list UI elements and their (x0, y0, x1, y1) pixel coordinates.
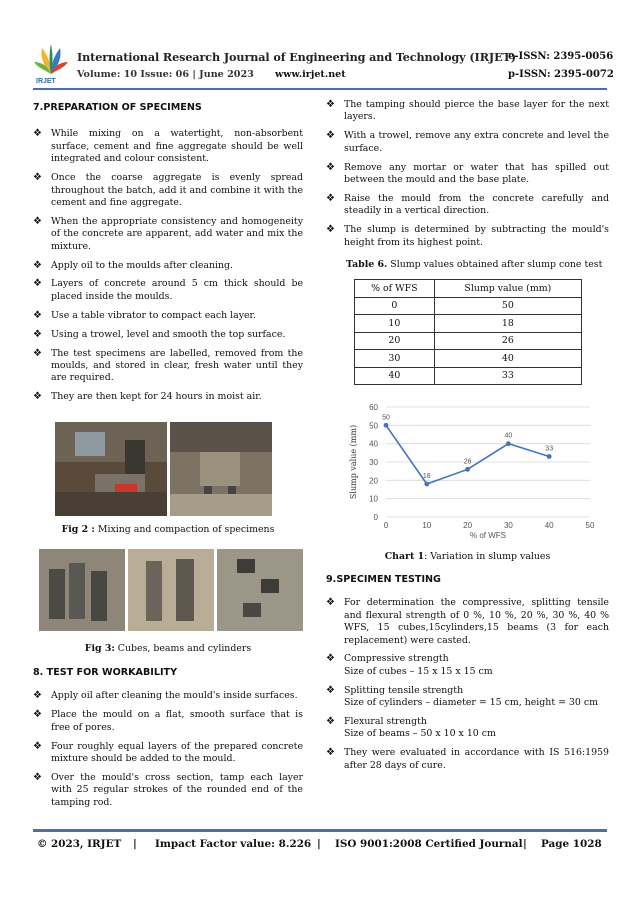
list-item-text: Flexural strength (344, 716, 427, 728)
section-7-heading: 7.PREPARATION OF SPECIMENS (33, 102, 202, 113)
diamond-bullet-icon: ❖ (326, 130, 335, 142)
list-item (33, 772, 303, 809)
data-label: 26 (463, 458, 472, 466)
list-item-text: Splitting tensile strength (344, 684, 464, 696)
list-item (326, 130, 609, 155)
table-row (355, 350, 582, 368)
section-7-list (33, 128, 303, 403)
list-item-text: They are then kept for 24 hours in moist air. (51, 391, 262, 403)
table-row (355, 297, 582, 315)
table-header-row (355, 280, 582, 298)
fig3-label: Fig 3: (84, 642, 115, 654)
footer-rule (33, 829, 607, 832)
table6-caption (326, 259, 609, 271)
left-column (33, 99, 303, 816)
y-tick-label: 20 (369, 476, 378, 486)
list-item-text: Compressive strength (344, 653, 449, 665)
table-cell: 33 (434, 367, 581, 385)
list-item (33, 128, 303, 165)
website: www.irjet.net (275, 69, 346, 80)
section-9-list (326, 597, 609, 772)
beams-photo (128, 549, 214, 631)
y-tick-label: 10 (369, 495, 378, 505)
data-point (547, 455, 552, 460)
fig2-photos (55, 422, 303, 516)
table-cell: 26 (434, 332, 581, 350)
list-item-text: The tamping should pierce the base layer for the next layers. (344, 99, 609, 123)
list-item-text: Apply oil after cleaning the mould's inside surfaces. (51, 690, 298, 702)
table6-label: Table 6. (346, 259, 388, 271)
table-cell: 20 (355, 332, 435, 350)
list-item-text: Over the mould's cross section, tamp each layer with 25 regular strokes of the rounded end of the tamping rod. (51, 771, 303, 808)
table-row (355, 315, 582, 333)
section-8-list (33, 690, 303, 809)
list-item (326, 193, 609, 218)
logo-text: IRJET (36, 78, 56, 85)
list-item (326, 653, 609, 678)
diamond-bullet-icon: ❖ (326, 684, 335, 696)
diamond-bullet-icon: ❖ (326, 747, 335, 759)
diamond-bullet-icon: ❖ (326, 653, 335, 665)
data-point (384, 423, 389, 428)
diamond-bullet-icon: ❖ (33, 391, 42, 403)
list-item-text: Place the mould on a flat, smooth surface that is free of pores. (51, 709, 303, 733)
x-tick-label: 0 (383, 521, 389, 531)
x-tick-label: 20 (463, 521, 473, 531)
diamond-bullet-icon: ❖ (33, 328, 42, 340)
data-point (465, 467, 470, 472)
chart1-label: Chart 1 (384, 551, 425, 563)
list-item (33, 741, 303, 766)
right-column (326, 99, 609, 779)
table6-text: Slump values obtained after slump cone test (387, 259, 603, 271)
list-item (326, 224, 609, 249)
data-label: 18 (422, 473, 431, 481)
list-item (33, 709, 303, 734)
table-cell: 0 (355, 297, 435, 315)
diamond-bullet-icon: ❖ (326, 716, 335, 728)
list-item-text: Use a table vibrator to compact each layer. (51, 309, 256, 321)
section-9-heading: 9.SPECIMEN TESTING (326, 573, 441, 585)
list-item (33, 329, 303, 341)
page-header (0, 0, 638, 96)
diamond-bullet-icon: ❖ (326, 192, 335, 204)
cubes-photo (39, 549, 125, 631)
diamond-bullet-icon: ❖ (33, 690, 42, 702)
list-item (326, 162, 609, 187)
list-item-text: Raise the mould from the concrete carefully and steadily in a vertical direction. (344, 192, 609, 217)
diamond-bullet-icon: ❖ (33, 709, 42, 721)
mixing-photo (55, 422, 167, 516)
diamond-bullet-icon: ❖ (326, 224, 335, 236)
diamond-bullet-icon: ❖ (33, 259, 42, 271)
fig3-text: Cubes, beams and cylinders (114, 642, 252, 654)
volume-info: Volume: 10 Issue: 06 | June 2023 (77, 69, 254, 80)
diamond-bullet-icon: ❖ (33, 309, 42, 321)
list-item (326, 597, 609, 647)
footer-page: Page 1028 (541, 838, 602, 850)
fig2-text: Mixing and compaction of specimens (94, 524, 275, 536)
diamond-bullet-icon: ❖ (33, 347, 42, 359)
table-cell: 30 (355, 350, 435, 368)
list-item (33, 310, 303, 322)
x-tick-label: 40 (544, 521, 554, 531)
list-item (326, 716, 609, 741)
section-8-heading: 8. TEST FOR WORKABILITY (33, 667, 178, 679)
list-item-text: They were evaluated in accordance with IS 516:1959 after 28 days of cure. (344, 747, 609, 771)
fig2-label: Fig 2 : (61, 524, 95, 536)
x-tick-label: 50 (585, 521, 595, 531)
footer-impact: Impact Factor value: 8.226 (155, 838, 312, 850)
list-item (33, 690, 303, 702)
list-item-text: Four roughly equal layers of the prepared concrete mixture should be added to the mould. (51, 740, 303, 765)
list-item-text: The test specimens are labelled, removed from the moulds, and stored in clear, fresh water until they are required. (51, 347, 303, 384)
footer-copyright: © 2023, IRJET (37, 838, 122, 850)
list-item-text: The slump is determined by subtracting the mould's height from its highest point. (344, 224, 609, 248)
list-item-text: Using a trowel, level and smooth the top surface. (51, 328, 286, 340)
list-item (326, 747, 609, 772)
eissn: e-ISSN: 2395-0056 (508, 51, 614, 62)
table-cell: 10 (355, 315, 435, 333)
data-label: 40 (504, 433, 513, 441)
diamond-bullet-icon: ❖ (33, 215, 42, 227)
pissn: p-ISSN: 2395-0072 (508, 69, 614, 80)
fig2-caption (33, 524, 303, 536)
list-item (33, 216, 303, 253)
journal-title: International Research Journal of Engineering and Technology (IRJET) (77, 50, 516, 64)
table-header-cell: Slump value (mm) (434, 280, 581, 298)
table-cell: 18 (434, 315, 581, 333)
chart1-caption (326, 551, 609, 563)
table-cell: 50 (434, 297, 581, 315)
list-item (33, 260, 303, 272)
list-item-text: With a trowel, remove any extra concrete and level the surface. (344, 130, 609, 154)
compaction-photo (170, 422, 272, 516)
list-item (326, 685, 609, 710)
list-item (33, 348, 303, 385)
table-row (355, 332, 582, 350)
footer-separator: | (523, 838, 527, 850)
list-item-text: For determination the compressive, splitting tensile and flexural strength of 0 %, 10 %, 20 %, 30 %, 40 % WFS, 15 cubes,15cylinders,15 beams (3 for each replacement) were casted. (344, 597, 609, 646)
table-cell: 40 (434, 350, 581, 368)
data-label: 33 (545, 445, 554, 453)
data-label: 50 (382, 414, 390, 422)
list-item (33, 278, 303, 303)
data-point (424, 482, 429, 487)
series-line (386, 426, 549, 485)
list-item-text: Remove any mortar or water that has spilled out between the mould and the base plate. (344, 161, 609, 186)
x-axis-label: % of WFS (469, 531, 507, 541)
slump-chart (342, 399, 602, 541)
diamond-bullet-icon: ❖ (33, 771, 42, 783)
list-item-text: Apply oil to the moulds after cleaning. (51, 259, 234, 271)
y-tick-label: 60 (369, 403, 378, 413)
diamond-bullet-icon: ❖ (33, 172, 42, 184)
y-tick-label: 50 (369, 421, 378, 431)
table-row (355, 367, 582, 385)
header-rule (33, 88, 607, 90)
x-tick-label: 30 (503, 521, 513, 531)
table-cell: 40 (355, 367, 435, 385)
table-header-cell: % of WFS (355, 280, 435, 298)
y-tick-label: 30 (369, 458, 378, 468)
list-item-text: When the appropriate consistency and homogeneity of the concrete are apparent, add water and mix the mixture. (51, 215, 303, 252)
slump-table (354, 279, 582, 385)
list-item-text: While mixing on a watertight, non-absorbent surface, cement and fine aggregate should be well integrated and colour consistent. (51, 128, 303, 165)
list-item-subtext: Size of cubes – 15 x 15 x 15 cm (344, 665, 493, 677)
list-item (33, 391, 303, 403)
list-item (326, 99, 609, 124)
section-8-list-continued (326, 99, 609, 249)
diamond-bullet-icon: ❖ (326, 597, 335, 609)
list-item (33, 172, 303, 209)
chart1-text: : Variation in slump values (424, 551, 551, 563)
diamond-bullet-icon: ❖ (326, 161, 335, 173)
diamond-bullet-icon: ❖ (33, 740, 42, 752)
fig3-photos (39, 549, 303, 631)
list-item-subtext: Size of cylinders – diameter = 15 cm, height = 30 cm (344, 697, 598, 709)
footer-iso: ISO 9001:2008 Certified Journal (335, 838, 523, 850)
diamond-bullet-icon: ❖ (326, 99, 335, 110)
y-tick-label: 0 (373, 513, 378, 523)
list-item-text: Layers of concrete around 5 cm thick should be placed inside the moulds. (51, 278, 303, 302)
y-tick-label: 40 (369, 440, 378, 450)
list-item-text: Once the coarse aggregate is evenly spread throughout the batch, add it and combine it with the cement and fine aggregate. (51, 172, 303, 208)
x-tick-label: 10 (422, 521, 432, 531)
diamond-bullet-icon: ❖ (33, 128, 42, 140)
y-axis-label: Slump value (mm) (349, 425, 358, 500)
diamond-bullet-icon: ❖ (33, 278, 42, 290)
fig3-caption (33, 643, 303, 655)
list-item-subtext: Size of beams – 50 x 10 x 10 cm (344, 728, 496, 740)
footer-separator: | (317, 838, 321, 850)
data-point (506, 442, 511, 447)
footer-separator: | (133, 838, 137, 850)
cylinders-photo (217, 549, 303, 631)
